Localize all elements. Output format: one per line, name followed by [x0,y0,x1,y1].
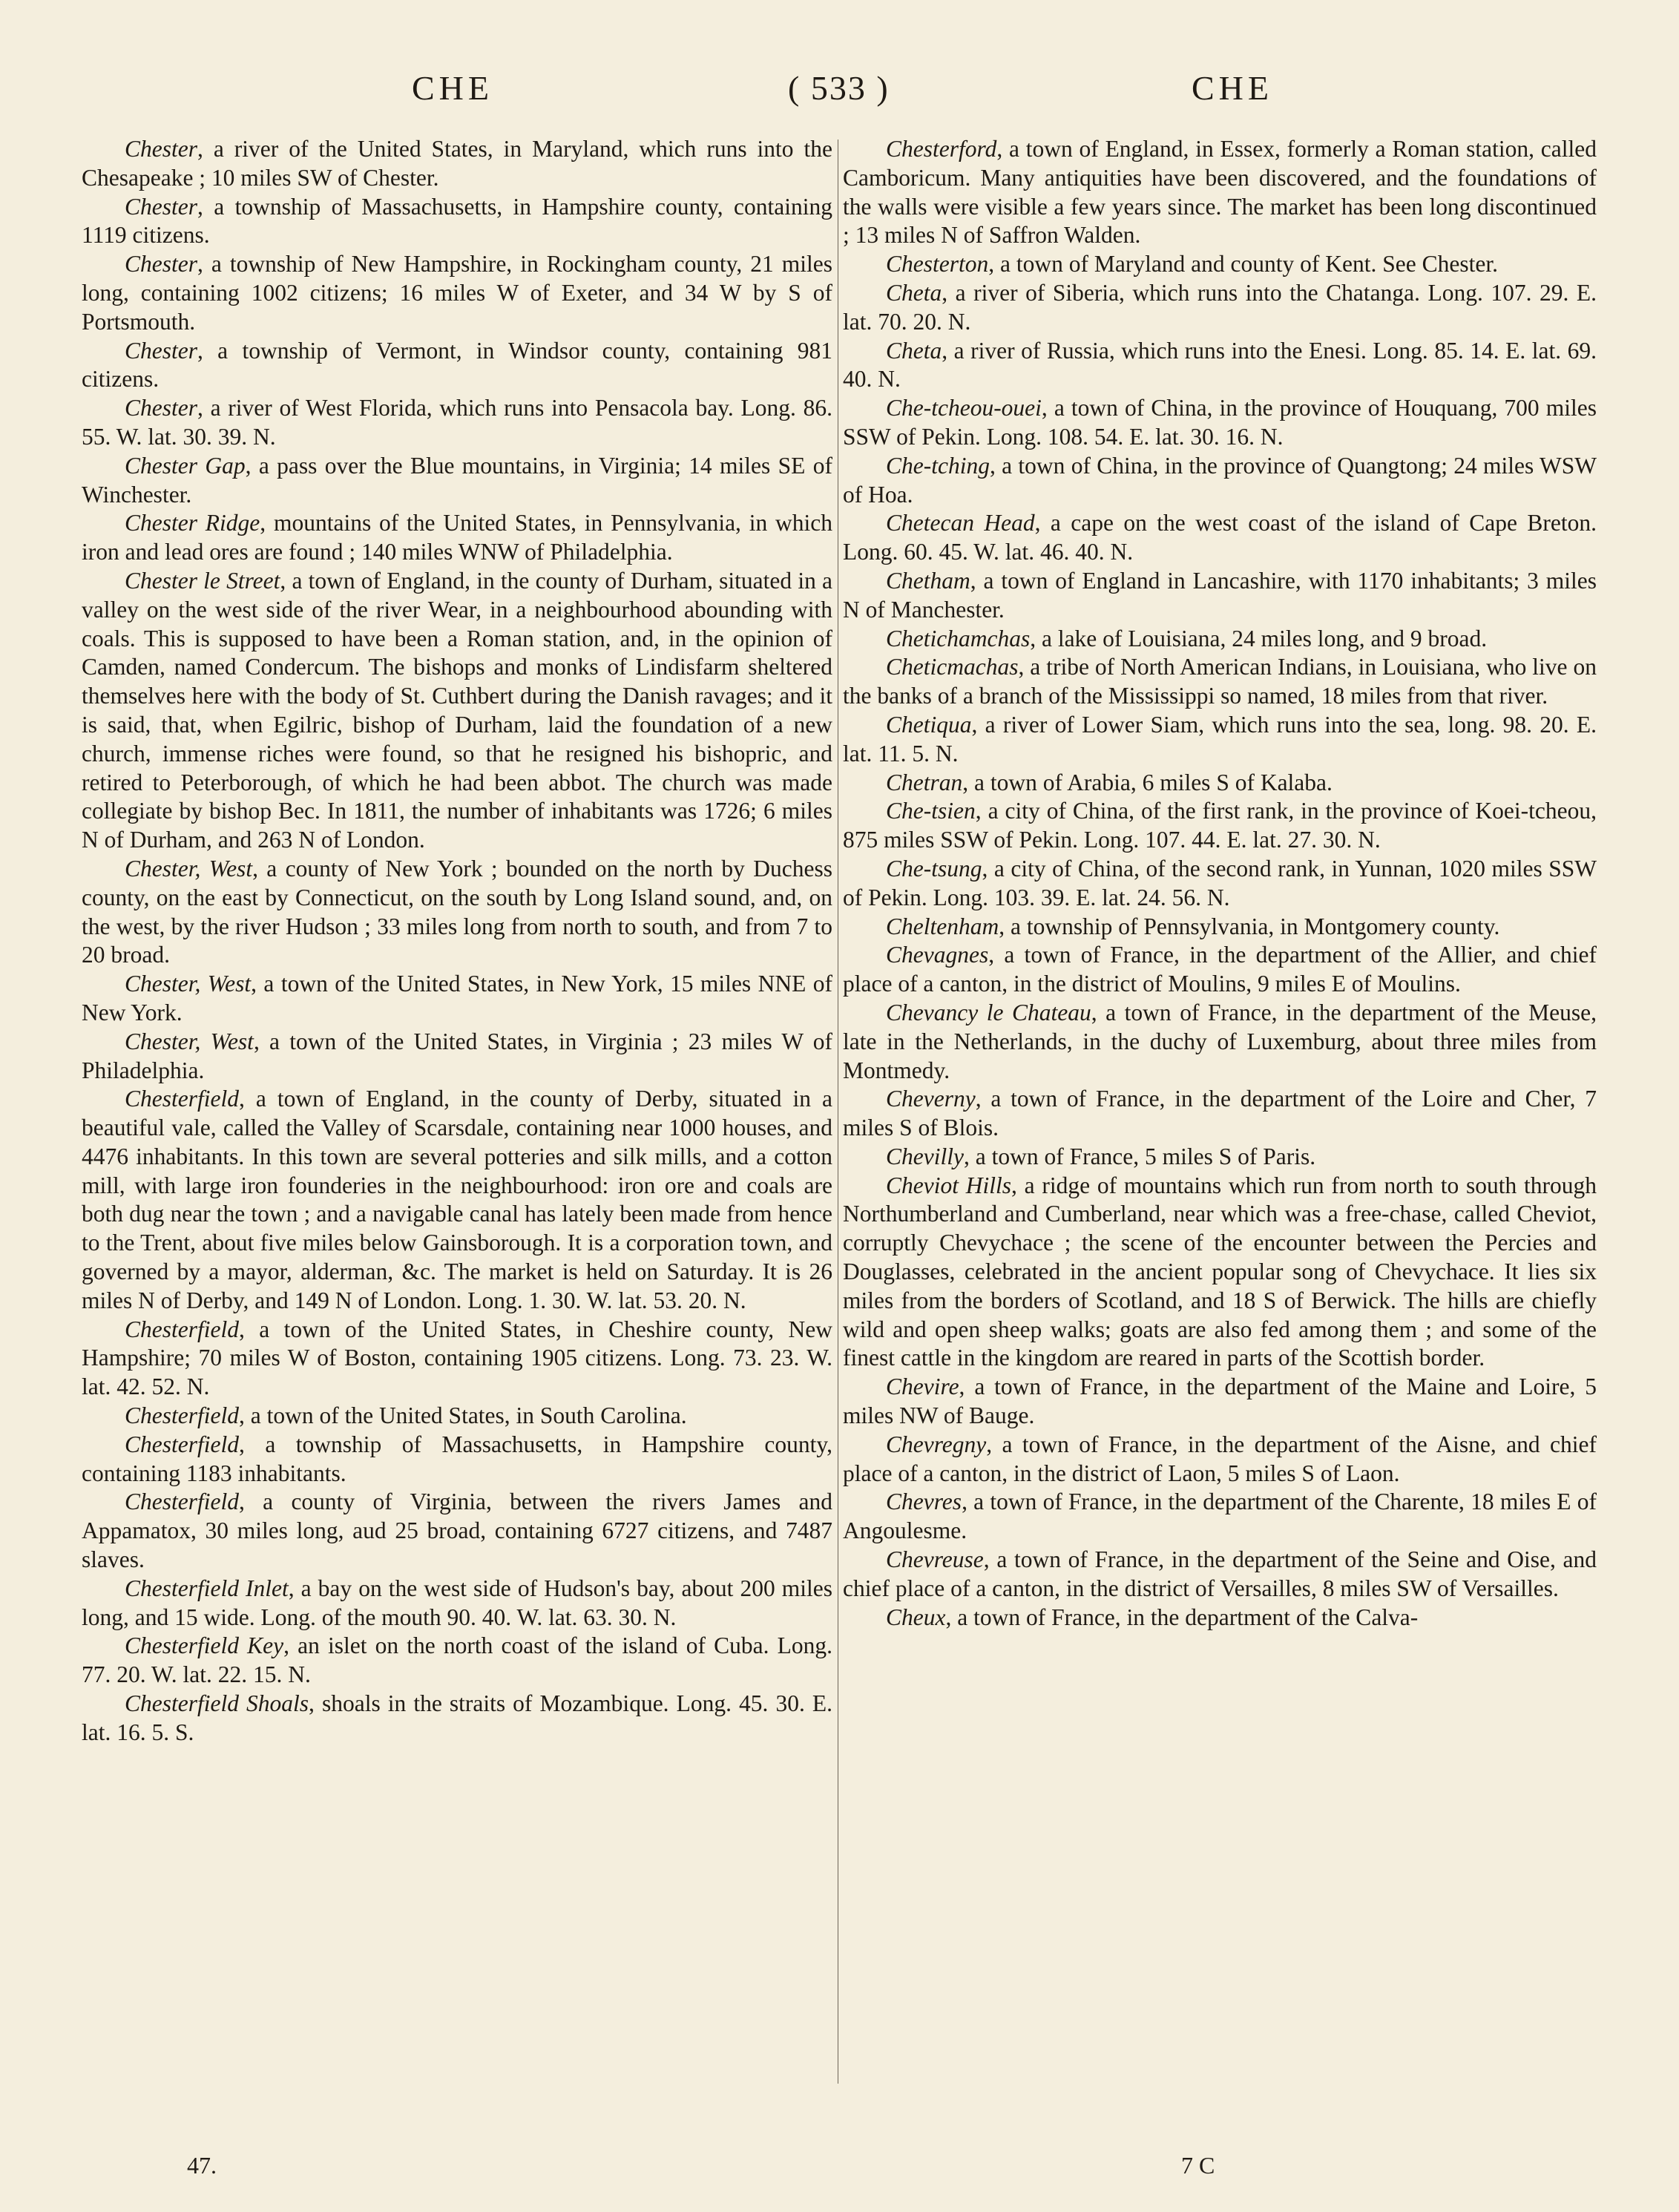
entry-text: , a county of New York ; bounded on the north by Duchess county, on the east by Connecticut, on the south by Long Island sound, and, on the west, by the river Hudson ; 33 miles long from north to south, and from 7 to 20 broad. [82,855,832,968]
entry-text: , a river of the United States, in Maryland, which runs into the Chesapeake ; 10 miles SW of Chester. [82,136,832,191]
entry-text: , a county of Virginia, between the rivers James and Appamatox, 30 miles long, aud 25 broad, containing 6727 citizens, and 7487 slaves. [82,1489,832,1573]
gazetteer-entry [82,394,832,452]
entry-headword: Chesterfield [125,1489,239,1515]
entry-text: , a town of England, in Essex, formerly a Roman station, called Camboricum. Many antiquities have been discovered, and the foundations of the walls were visible a few years since. The market has been long discontinued ; 13 miles N of Saffron Walden. [843,136,1597,249]
gazetteer-entry [843,135,1597,250]
entry-headword: Cheta [886,337,942,364]
entry-text: , a township of Pennsylvania, in Montgomery county. [999,913,1500,939]
gazetteer-entry [843,1431,1597,1489]
entry-text: , a town of France, in the department of the Seine and Oise, and chief place of a canton, in the district of Versailles, 8 miles SW of Versailles. [843,1546,1597,1601]
entry-headword: Chetichamchas [886,625,1031,652]
entry-headword: Chevreuse [886,1546,984,1573]
entry-text: , a town of the United States, in Cheshire county, New Hampshire; 70 miles W of Boston, containing 1905 citizens. Long. 73. 23. W. lat. 42. 52. N. [82,1316,832,1400]
entry-text: , a lake of Louisiana, 24 miles long, and 9 broad. [1030,625,1488,652]
gazetteer-entry [843,1143,1597,1172]
entry-headword: Chester [125,395,197,421]
gazetteer-entry [843,1604,1597,1632]
gazetteer-entry [843,1546,1597,1604]
entry-text: , a cape on the west coast of the island of Cape Breton. Long. 60. 45. W. lat. 46. 40. N. [843,510,1597,565]
gazetteer-entry [82,250,832,336]
gazetteer-entry [843,625,1597,654]
entry-headword: Chesterfield [125,1086,239,1112]
entry-text: , a city of China, of the second rank, in Yunnan, 1020 miles SSW of Pekin. Long. 103. 39. E. lat. 24. 56. N. [843,855,1597,910]
entry-headword: Chevilly [886,1143,964,1169]
entry-headword: Chester [125,193,197,220]
gazetteer-entry [843,1488,1597,1546]
entry-headword: Chesterfield Inlet [125,1575,289,1601]
gazetteer-entry [82,193,832,251]
gazetteer-entry [82,567,832,855]
entry-headword: Chevancy le Chateau [886,999,1091,1025]
entry-headword: Che-tsien [886,798,976,824]
entry-text: , a town of France, in the department of the Meuse, late in the Netherlands, in the duchy of Luxemburg, about three miles from Montmedy. [843,999,1597,1083]
entry-text: , a town of Arabia, 6 miles S of Kalaba. [962,769,1333,795]
gazetteer-entry [843,509,1597,567]
entry-headword: Chester, West [125,855,253,882]
entry-text: , a town of France, in the department of the Allier, and chief place of a canton, in the district of Moulins, 9 miles E of Moulins. [843,942,1597,997]
entry-text: , a town of France, 5 miles S of Paris. [963,1143,1316,1169]
entry-text: , a tribe of North American Indians, in Louisiana, who live on the banks of a branch of the Mississippi so named, 18 miles from that river. [843,654,1597,709]
entry-text: , an islet on the north coast of the island of Cuba. Long. 77. 20. W. lat. 22. 15. N. [82,1632,832,1688]
signature-mark-right: 7 C [1181,2152,1215,2179]
entry-text: , a town of France, in the department of the Calva- [945,1604,1419,1630]
gazetteer-entry [843,1373,1597,1431]
entry-text: , a town of Maryland and county of Kent. See Chester. [988,251,1498,278]
entry-text: , a river of Siberia, which runs into the Chatanga. Long. 107. 29. E. lat. 70. 20. N. [843,279,1597,335]
entry-headword: Chevregny [886,1431,987,1457]
gazetteer-entry [82,509,832,567]
gazetteer-entry [82,1316,832,1402]
entry-headword: Chesterfield [125,1402,239,1429]
entry-text: , a town of the United States, in South Carolina. [238,1402,687,1429]
entry-headword: Chester [125,136,197,162]
left-column [82,135,832,1747]
entry-headword: Chetham [886,567,970,594]
entry-headword: Che-tcheou-ouei [886,395,1042,421]
entry-headword: Che-tsung [886,855,982,882]
gazetteer-entry [82,970,832,1028]
entry-text: , a river of West Florida, which runs into Pensacola bay. Long. 86. 55. W. lat. 30. 39. N. [82,395,832,450]
entry-text: , a town of China, in the province of Quangtong; 24 miles WSW of Hoa. [843,452,1597,508]
gazetteer-entry [843,797,1597,855]
gazetteer-entry [82,337,832,395]
gazetteer-entry [82,1028,832,1086]
gazetteer-entry [843,999,1597,1085]
entry-headword: Chetecan Head [886,510,1035,536]
entry-headword: Chester Ridge [125,510,260,536]
entry-text: , a city of China, of the first rank, in the province of Koei-tcheou, 875 miles SSW of Pekin. Long. 107. 44. E. lat. 27. 30. N. [843,798,1597,853]
entry-text: , a bay on the west side of Hudson's bay, about 200 miles long, and 15 wide. Long. of the mouth 90. 40. W. lat. 63. 30. N. [82,1575,832,1630]
entry-headword: Chesterfield [125,1316,239,1342]
gazetteer-entry [843,337,1597,395]
entry-text: , a river of Russia, which runs into the Enesi. Long. 85. 14. E. lat. 69. 40. N. [843,337,1597,393]
gazetteer-entry [843,452,1597,510]
entry-headword: Chester [125,337,197,364]
entry-headword: Cheta [886,279,942,306]
gazetteer-entry [82,1402,832,1431]
entry-text: , a town of France, in the department of the Aisne, and chief place of a canton, in the district of Laon, 5 miles S of Laon. [843,1431,1597,1486]
gazetteer-entry [82,1690,832,1747]
entry-headword: Chevres [886,1489,962,1515]
running-head-left: CHE [412,69,493,107]
entry-headword: Chesterford [886,136,997,162]
entry-headword: Che-tching [886,452,990,479]
entry-headword: Chester, West [125,1028,254,1054]
gazetteer-entry [843,1085,1597,1143]
gazetteer-entry [82,855,832,970]
entry-headword: Chesterfield [125,1431,239,1457]
right-column [843,135,1597,1632]
gazetteer-entry [843,1172,1597,1374]
gazetteer-entry [843,913,1597,942]
gazetteer-entry [82,1488,832,1574]
gazetteer-entry [82,1575,832,1632]
entry-text: , a town of France, in the department of the Maine and Loire, 5 miles NW of Bauge. [843,1374,1597,1429]
entry-headword: Chesterfield Key [125,1632,284,1659]
entry-headword: Chevagnes [886,942,989,968]
entry-headword: Cheux [886,1604,946,1630]
entry-text: , mountains of the United States, in Pennsylvania, in which iron and lead ores are found ; 140 miles WNW of Philadelphia. [82,510,833,565]
entry-headword: Chesterton [886,251,989,278]
gazetteer-entry [82,452,832,510]
gazetteer-entry [82,1431,832,1489]
running-head-right: CHE [1192,69,1273,107]
entry-text: , a town of England, in the county of Derby, situated in a beautiful vale, called the Valley of Scarsdale, containing near 1000 houses, and 4476 inhabitants. In this town are several potteries and silk mills, and a cotton mill, with large iron founderies in the neighbourhood: iron ore and coals are both dug near the town ; and a navigable canal has lately been made from hence to the Trent, about five miles below Gainsborough. It is a corporation town, and governed by a mayor, alderman, &c. The market is held on Saturday. It is 26 miles N of Derby, and 149 N of London. Long. 1. 30. W. lat. 53. 20. N. [82,1086,832,1313]
entry-headword: Chester [125,251,197,278]
gazetteer-entry [843,567,1597,625]
entry-text: , a township of Massachusetts, in Hampshire county, containing 1119 citizens. [82,193,832,249]
entry-text: , a town of England in Lancashire, with 1170 inhabitants; 3 miles N of Manchester. [843,567,1597,623]
entry-text: , a town of China, in the province of Houquang, 700 miles SSW of Pekin. Long. 108. 54. E. lat. 30. 16. N. [843,395,1597,450]
entry-headword: Chester le Street [125,567,280,594]
entry-headword: Cheverny [886,1086,976,1112]
entry-text: , a pass over the Blue mountains, in Virginia; 14 miles SE of Winchester. [82,452,832,508]
entry-text: , a township of New Hampshire, in Rockingham county, 21 miles long, containing 1002 citizens; 16 miles W of Exeter, and 34 W by S of Portsmouth. [82,251,832,335]
entry-text: , a ridge of mountains which run from north to south through Northumberland and Cumberland, near which was a free-chase, called Cheviot, corruptly Chevychace ; the scene of the encounter between the Percies and Douglasses, celebrated in the ancient popular song of Chevychace. It lies six miles from the borders of Scotland, and 18 S of Berwick. The hills are chiefly wild and open sheep walks; goats are also fed among them ; and some of the finest cattle in the kingdom are reared in parts of the Scottish border. [843,1172,1597,1371]
entry-headword: Chester Gap [125,452,246,479]
entry-text: , a town of England, in the county of Durham, situated in a valley on the west side of the river Wear, in a neighbourhood abounding with coals. This is supposed to have been a Roman station, and, in the opinion of Camden, named Condercum. The bishops and monks of Lindisfarm sheltered themselves here with the body of St. Cuthbert during the Danish ravages; and it is said, that, when Egilric, bishop of Durham, laid the foundation of a new church, immense riches were found, so that he resigned his bishopric, and retired to Peterborough, of which he had been abbot. The church was made collegiate by bishop Bec. In 1811, the number of inhabitants was 1726; 6 miles N of Durham, and 263 N of London. [82,567,832,853]
entry-headword: Chetiqua [886,711,972,738]
entry-text: , a town of France, in the department of the Loire and Cher, 7 miles S of Blois. [843,1086,1597,1141]
gazetteer-entry [843,279,1597,337]
gazetteer-entry [843,250,1597,279]
gazetteer-entry [843,394,1597,452]
gazetteer-entry [82,1085,832,1315]
entry-headword: Chesterfield Shoals [125,1690,309,1717]
entry-text: , a township of Vermont, in Windsor county, containing 981 citizens. [82,337,832,393]
gazetteer-entry [843,711,1597,769]
gazetteer-entry [843,769,1597,798]
entry-headword: Cheviot Hills [886,1172,1012,1198]
signature-mark-left: 47. [187,2152,217,2179]
entry-headword: Cheticmachas [886,654,1019,680]
entry-text: , a township of Massachusetts, in Hampshire county, containing 1183 inhabitants. [82,1431,832,1486]
entry-text: , a town of the United States, in Virginia ; 23 miles W of Philadelphia. [82,1028,832,1083]
entry-headword: Cheltenham [886,913,999,939]
gazetteer-entry [843,941,1597,999]
entry-text: , a river of Lower Siam, which runs into the sea, long. 98. 20. E. lat. 11. 5. N. [843,711,1597,767]
gazetteer-entry [82,135,832,193]
entry-text: , shoals in the straits of Mozambique. Long. 45. 30. E. lat. 16. 5. S. [82,1690,832,1745]
entry-headword: Chester, West [125,971,252,997]
entry-headword: Chevire [886,1374,959,1400]
entry-text: , a town of France, in the department of the Charente, 18 miles E of Angoulesme. [843,1489,1597,1544]
entry-text: , a town of the United States, in New York, 15 miles NNE of New York. [82,971,832,1025]
gazetteer-entry [843,855,1597,913]
gazetteer-entry [82,1632,832,1690]
gazetteer-entry [843,653,1597,711]
page-number: ( 533 ) [788,69,890,107]
entry-headword: Chetran [886,769,963,795]
